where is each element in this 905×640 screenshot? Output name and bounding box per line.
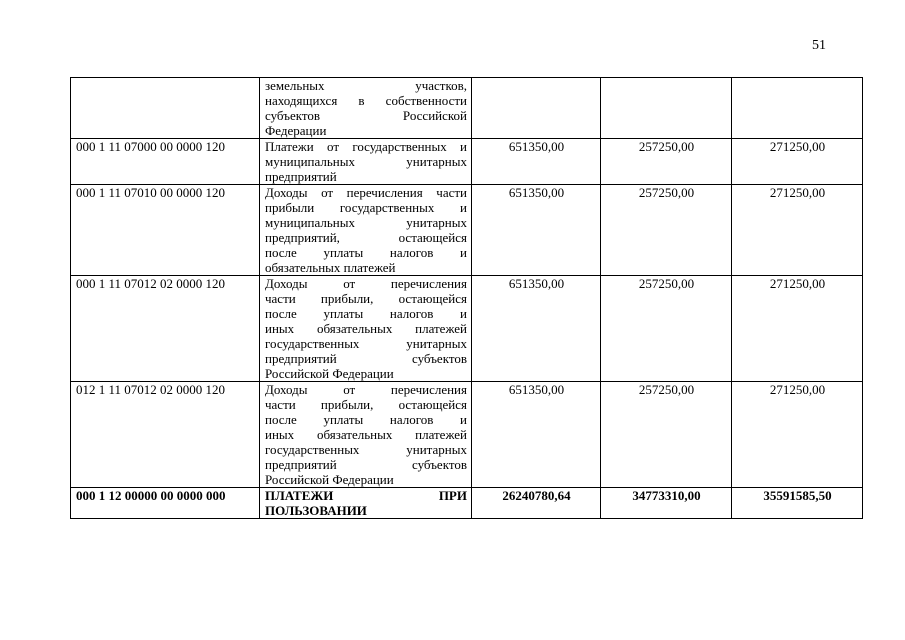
row-value-3-cell: 271250,00 (732, 185, 863, 276)
name-line: Доходы от перечисления (265, 276, 467, 291)
name-line: обязательных платежей (265, 260, 396, 275)
name-line: земельных участков, (265, 78, 467, 93)
name-line: Российской Федерации (265, 472, 394, 487)
table-row (71, 276, 863, 382)
budget-income-table (70, 77, 863, 519)
table-row-total (71, 488, 863, 519)
row-value-1-cell: 26240780,64 (472, 488, 601, 519)
row-value-2-cell: 257250,00 (601, 276, 732, 382)
name-line: Доходы от перечисления (265, 382, 467, 397)
table-body (71, 78, 863, 519)
table-row (71, 382, 863, 488)
row-value-3-cell (732, 78, 863, 139)
name-line: Платежи от государственных и (265, 139, 467, 154)
name-line: предприятий субъектов (265, 457, 467, 472)
name-line: после уплаты налогов и (265, 412, 467, 427)
row-value-3-cell: 271250,00 (732, 382, 863, 488)
row-value-3-cell: 35591585,50 (732, 488, 863, 519)
row-value-2-cell: 257250,00 (601, 185, 732, 276)
name-line: находящихся в собственности (265, 93, 467, 108)
name-line: государственных унитарных (265, 336, 467, 351)
name-line: после уплаты налогов и (265, 306, 467, 321)
table-row (71, 139, 863, 185)
row-value-2-cell: 34773310,00 (601, 488, 732, 519)
name-line: Российской Федерации (265, 366, 394, 381)
row-code-cell: 000 1 11 07000 00 0000 120 (71, 139, 260, 185)
table-row (71, 78, 863, 139)
name-line: иных обязательных платежей (265, 321, 467, 336)
name-line: муниципальных унитарных (265, 154, 467, 169)
row-value-3-cell: 271250,00 (732, 139, 863, 185)
table-row (71, 185, 863, 276)
name-line: государственных унитарных (265, 442, 467, 457)
name-line: после уплаты налогов и (265, 245, 467, 260)
row-code-cell: 000 1 11 07012 02 0000 120 (71, 276, 260, 382)
row-code-cell: 012 1 11 07012 02 0000 120 (71, 382, 260, 488)
row-name-cell (260, 382, 472, 488)
row-value-1-cell: 651350,00 (472, 139, 601, 185)
row-value-2-cell: 257250,00 (601, 139, 732, 185)
row-code-cell: 000 1 12 00000 00 0000 000 (71, 488, 260, 519)
name-line: части прибыли, остающейся (265, 397, 467, 412)
row-value-1-cell: 651350,00 (472, 382, 601, 488)
name-line: ПЛАТЕЖИ ПРИ (265, 488, 467, 503)
name-line: муниципальных унитарных (265, 215, 467, 230)
name-line: предприятий, остающейся (265, 230, 467, 245)
name-line: прибыли государственных и (265, 200, 467, 215)
row-value-3-cell: 271250,00 (732, 276, 863, 382)
name-line: Доходы от перечисления части (265, 185, 467, 200)
name-line: ПОЛЬЗОВАНИИ (265, 503, 367, 518)
name-line: Федерации (265, 123, 327, 138)
row-code-cell (71, 78, 260, 139)
name-line: части прибыли, остающейся (265, 291, 467, 306)
row-value-1-cell: 651350,00 (472, 276, 601, 382)
row-value-2-cell: 257250,00 (601, 382, 732, 488)
row-value-1-cell: 651350,00 (472, 185, 601, 276)
row-code-cell: 000 1 11 07010 00 0000 120 (71, 185, 260, 276)
name-line: предприятий субъектов (265, 351, 467, 366)
row-name-cell (260, 78, 472, 139)
page-number: 51 (812, 38, 826, 53)
row-name-cell (260, 488, 472, 519)
row-value-2-cell (601, 78, 732, 139)
name-line: иных обязательных платежей (265, 427, 467, 442)
row-value-1-cell (472, 78, 601, 139)
row-name-cell (260, 185, 472, 276)
name-line: субъектов Российской (265, 108, 467, 123)
row-name-cell (260, 139, 472, 185)
name-line: предприятий (265, 169, 337, 184)
row-name-cell (260, 276, 472, 382)
